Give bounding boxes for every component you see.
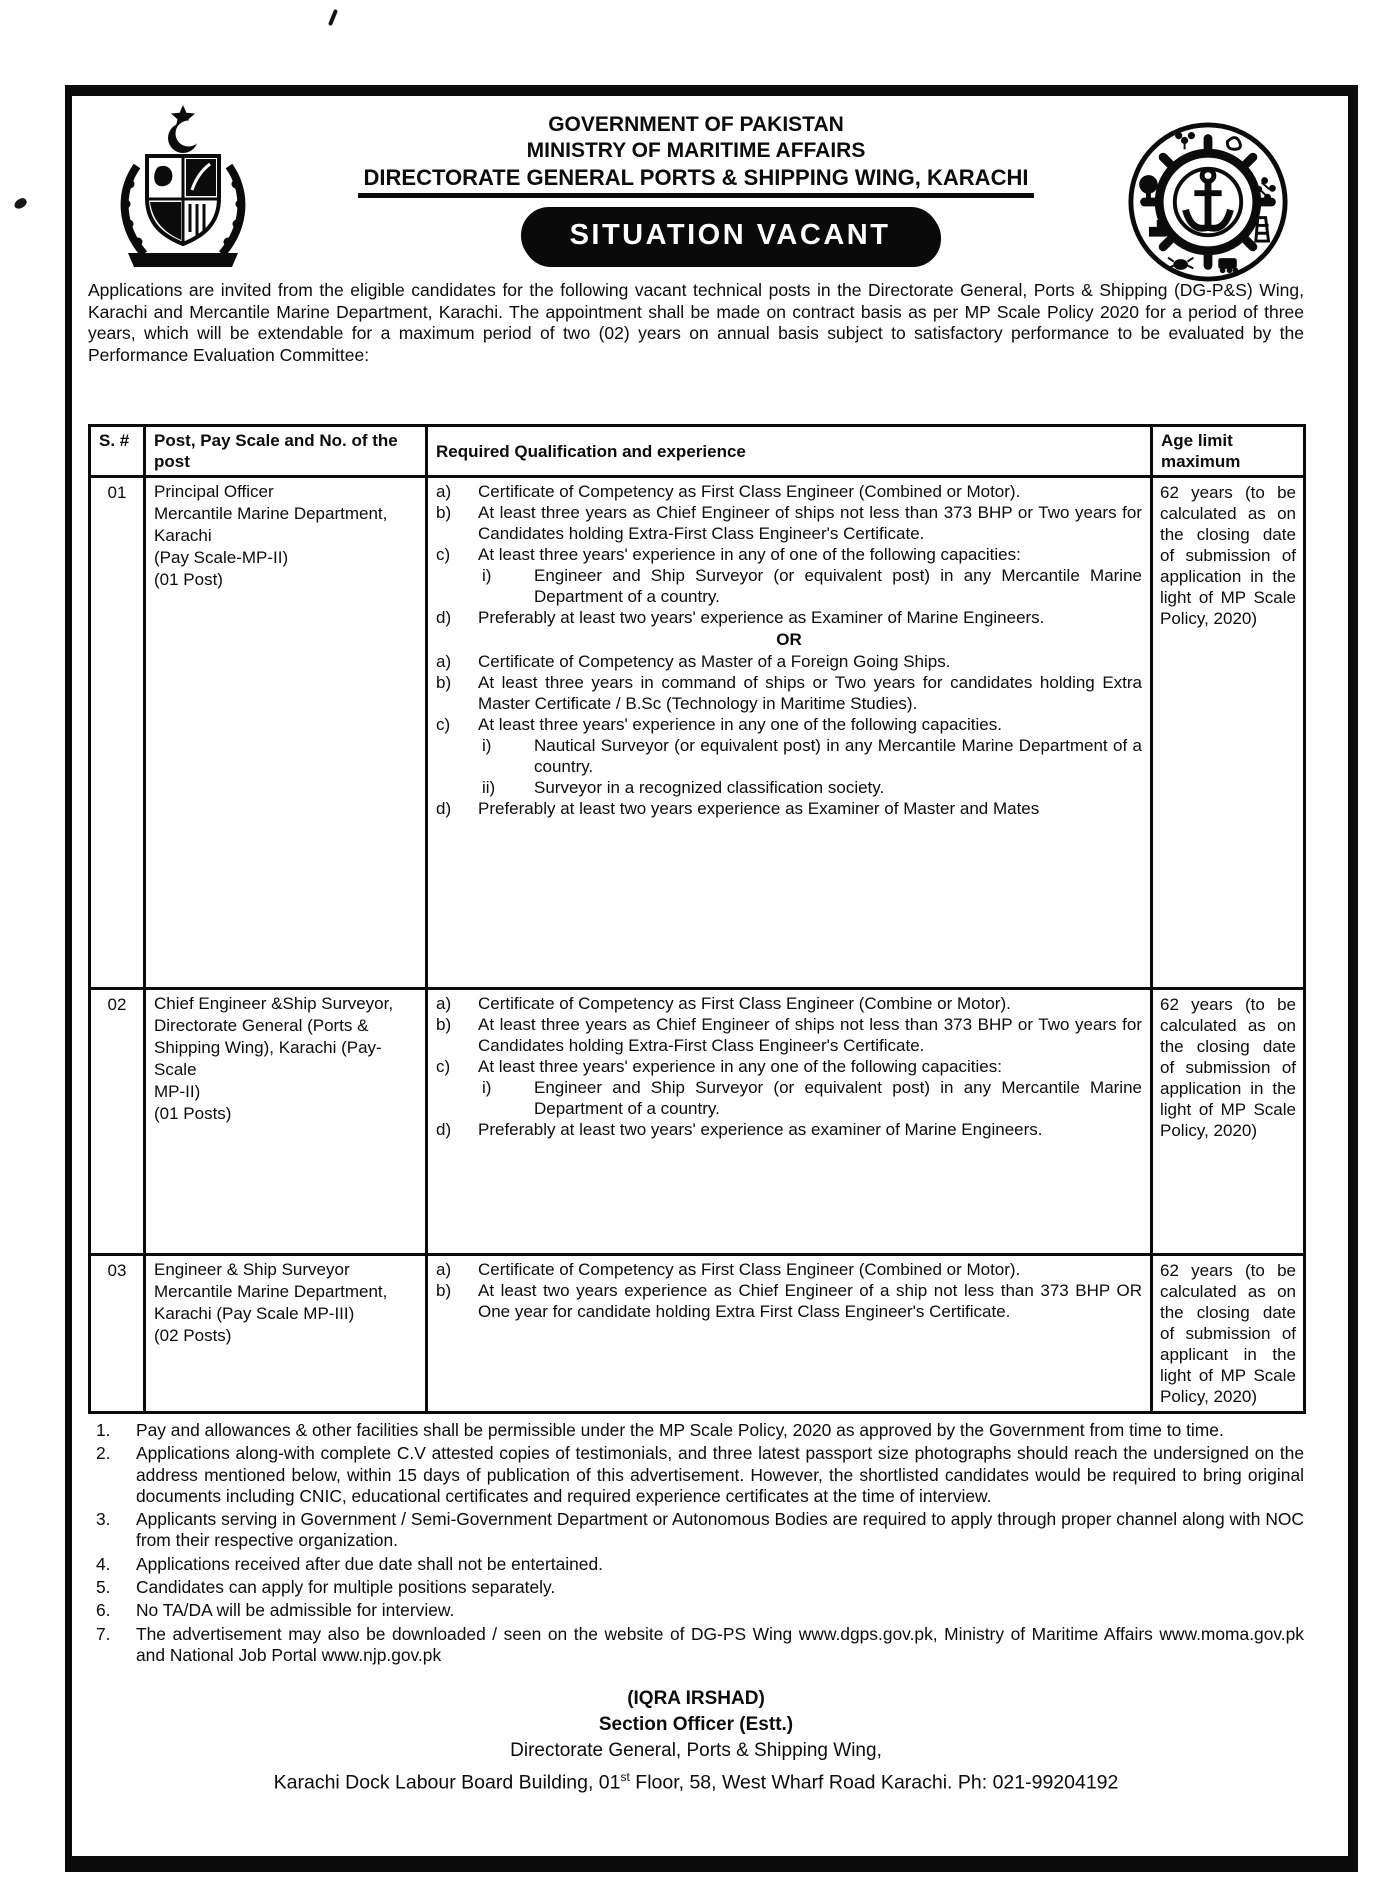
item-marker: d) (436, 1120, 452, 1139)
qualification-item (436, 1280, 1142, 1322)
item-text: Surveyor in a recognized classification society. (534, 778, 885, 797)
item-marker: c) (436, 715, 451, 734)
item-text: Engineer and Ship Surveyor (or equivalent post) in any Mercantile Marine Department of a country. (534, 566, 1142, 606)
vacancy-table (88, 424, 1306, 1414)
col-header-serial: S. # (90, 426, 145, 477)
cell-post (145, 1255, 427, 1413)
post-line: (01 Post) (154, 570, 223, 589)
note-number: 3. (96, 1509, 111, 1530)
item-marker: c) (436, 545, 451, 564)
qualification-item (436, 993, 1142, 1014)
post-line: Directorate General (Ports & (154, 1016, 369, 1035)
post-line: Karachi (154, 526, 212, 545)
item-text: At least three years in command of ships or Two years for candidates holding Extra Master Certificate / B.Sc (Technology in Maritime Studies). (478, 673, 1142, 713)
note-number: 1. (96, 1420, 111, 1440)
note-number: 6. (96, 1600, 111, 1621)
cell-serial: 03 (90, 1255, 145, 1413)
ports-and-shipping-seal-logo (1126, 120, 1290, 284)
item-marker: i) (482, 736, 492, 755)
qualification-item (482, 735, 1142, 777)
item-marker: i) (482, 566, 492, 585)
item-marker: a) (436, 994, 452, 1013)
post-line: MP-II) (154, 1082, 201, 1101)
item-text: At least three years as Chief Engineer of ships not less than 373 BHP or Two years for Candidates holding Extra-First Class Engineer's Certificate. (478, 503, 1142, 543)
item-text: Nautical Surveyor (or equivalent post) in any Mercantile Marine Department of a country. (534, 736, 1142, 776)
signature-block (88, 1686, 1304, 1796)
qualification-item (482, 1077, 1142, 1119)
advertisement-frame (65, 85, 1358, 1872)
post-line: (Pay Scale-MP-II) (154, 548, 289, 567)
item-text: Certificate of Competency as First Class Engineer (Combined or Motor). (478, 1260, 1021, 1279)
post-line: (02 Posts) (154, 1326, 232, 1345)
post-line: Mercantile Marine Department, (154, 1282, 388, 1301)
item-text: At least three years' experience in any of one of the following capacities: (478, 545, 1021, 564)
note-number: 2. (96, 1443, 111, 1464)
header (88, 106, 1304, 266)
cell-serial: 02 (90, 989, 145, 1255)
note-item (88, 1509, 1304, 1552)
qualification-item (482, 565, 1142, 607)
note-item (88, 1443, 1304, 1507)
address-suffix: Floor, 58, West Wharf Road Karachi. Ph: 021-99204192 (629, 1771, 1119, 1794)
vacancy-row (90, 1255, 1305, 1413)
item-text: Certificate of Competency as Master of a Foreign Going Ships. (478, 652, 951, 671)
note-number: 7. (96, 1623, 111, 1644)
qualification-item (436, 1056, 1142, 1077)
item-text: At least three years as Chief Engineer of ships not less than 373 BHP or Two years for Candidates holding Extra-First Class Engineer's Certificate. (478, 1015, 1142, 1055)
item-text: Preferably at least two years' experience as examiner of Marine Engineers. (478, 1120, 1043, 1139)
address-prefix: Karachi Dock Labour Board Building, 01 (273, 1771, 621, 1794)
intro-paragraph: Applications are invited from the eligible candidates for the following vacant technical posts in the Directorate General, Ports & Shipping (DG-P&S) Wing, Karachi and Mercantile Marine Department, Karachi. The appointment shall be made on contract basis as per MP Scale Policy 2020 for a period of three years, which will be extendable for a maximum period of two (02) years on annual basis subject to satisfactory performance to be evaluated by the Performance Evaluation Committee: (88, 280, 1304, 365)
note-item (88, 1624, 1304, 1667)
item-marker: c) (436, 1057, 451, 1076)
notes-list (88, 1420, 1304, 1666)
qualification-item (436, 672, 1142, 714)
item-marker: d) (436, 608, 452, 627)
signatory-organization: Directorate General, Ports & Shipping Wing, (510, 1740, 882, 1762)
qualification-item (436, 1014, 1142, 1056)
qualification-item (436, 651, 1142, 672)
cell-post (145, 477, 427, 989)
post-line: Shipping Wing), Karachi (Pay-Scale (154, 1038, 382, 1079)
vacancy-row (90, 989, 1305, 1255)
item-text: Preferably at least two years' experience as Examiner of Marine Engineers. (478, 608, 1045, 627)
cell-qualification (427, 1255, 1152, 1413)
post-line: Principal Officer (154, 482, 274, 501)
item-text: At least three years' experience in any one of the following capacities. (478, 715, 1002, 734)
note-item (88, 1554, 1304, 1575)
note-text: No TA/DA will be admissible for interview. (136, 1600, 455, 1621)
note-text: Applicants serving in Government / Semi-Government Department or Autonomous Bodies are required to apply through proper channel along with NOC from their respective organization. (136, 1509, 1304, 1551)
cell-age-limit: 62 years (to be calculated as on the closing date of submission of application in the light of MP Scale Policy, 2020) (1152, 477, 1305, 989)
col-header-age-limit: Age limit maximum (1152, 426, 1305, 477)
cell-serial: 01 (90, 477, 145, 989)
note-number: 5. (96, 1577, 111, 1598)
item-marker: b) (436, 1015, 452, 1034)
post-line: Chief Engineer &Ship Surveyor, (154, 994, 394, 1013)
item-text: Certificate of Competency as First Class Engineer (Combined or Motor). (478, 482, 1021, 501)
situation-vacant-badge: SITUATION VACANT (521, 207, 939, 264)
qualification-item (436, 1119, 1142, 1140)
pakistan-state-emblem-logo (114, 104, 252, 272)
item-marker: ii) (482, 778, 496, 797)
cell-age-limit: 62 years (to be calculated as on the closing date of submission of application in the light of MP Scale Policy, 2020) (1152, 989, 1305, 1255)
cell-qualification (427, 989, 1152, 1255)
item-marker: a) (436, 652, 452, 671)
item-marker: b) (436, 1281, 452, 1300)
header-row (90, 426, 1305, 477)
header-titles (278, 106, 1114, 264)
qualification-item (436, 798, 1142, 819)
item-marker: d) (436, 799, 452, 818)
post-line: Karachi (Pay Scale MP-III) (154, 1304, 355, 1323)
post-line: Mercantile Marine Department, (154, 504, 388, 523)
item-marker: a) (436, 1260, 452, 1279)
qualification-item (436, 481, 1142, 502)
signatory-name: (IQRA IRSHAD) (627, 1688, 765, 1710)
qualification-item (436, 714, 1142, 735)
stray-scan-mark-top (328, 9, 338, 26)
item-text: Certificate of Competency as First Class Engineer (Combine or Motor). (478, 994, 1011, 1013)
note-text: Applications along-with complete C.V attested copies of testimonials, and three latest passport size photographs should reach the undersigned on the address mentioned below, within 15 days of publication of this advertisement. However, the shortlisted candidates would be required to bring original documents including CNIC, educational certificates and required experience certificates at the time of interview. (136, 1443, 1304, 1506)
qualification-item (436, 502, 1142, 544)
item-marker: b) (436, 673, 452, 692)
note-text: The advertisement may also be downloaded / seen on the website of DG-PS Wing www.dgps.gov.pk, Ministry of Maritime Affairs www.moma.gov.pk and National Job Portal www.njp.gov.pk (136, 1623, 1304, 1665)
cell-age-limit: 62 years (to be calculated as on the closing date of submission of applicant in the light of MP Scale Policy, 2020) (1152, 1255, 1305, 1413)
item-text: At least two years experience as Chief Engineer of a ship not less than 373 BHP OR One year for candidate holding Extra First Class Engineer's Certificate. (478, 1281, 1142, 1321)
cell-post (145, 989, 427, 1255)
note-text: Pay and allowances & other facilities shall be permissible under the MP Scale Policy, 2020 as approved by the Government from time to time. (136, 1420, 1224, 1440)
qualification-item (436, 544, 1142, 565)
item-marker: a) (436, 482, 452, 501)
note-item (88, 1420, 1304, 1441)
note-text: Applications received after due date shall not be entertained. (136, 1553, 603, 1574)
post-line: (01 Posts) (154, 1104, 232, 1123)
vacancy-row (90, 477, 1305, 989)
item-text: Preferably at least two years experience as Examiner of Master and Mates (478, 799, 1040, 818)
title-directorate: DIRECTORATE GENERAL PORTS & SHIPPING WING, KARACHI (358, 164, 1035, 198)
vacancy-table-head (90, 426, 1305, 477)
title-ministry: MINISTRY OF MARITIME AFFAIRS (526, 139, 866, 162)
qualification-item (436, 607, 1142, 628)
stray-scan-mark-left (13, 197, 29, 211)
or-divider: OR (776, 630, 802, 649)
note-number: 4. (96, 1553, 111, 1574)
item-marker: i) (482, 1078, 492, 1097)
qualification-item (482, 777, 1142, 798)
cell-qualification (427, 477, 1152, 989)
signatory-address (88, 1764, 1304, 1796)
signatory-title: Section Officer (Estt.) (598, 1714, 794, 1736)
post-line: Engineer & Ship Surveyor (154, 1260, 350, 1279)
col-header-post: Post, Pay Scale and No. of the post (145, 426, 427, 477)
note-item (88, 1577, 1304, 1598)
address-ordinal-suffix: st (620, 1770, 630, 1785)
item-text: At least three years' experience in any one of the following capacities: (478, 1057, 1002, 1076)
item-text: Engineer and Ship Surveyor (or equivalent post) in any Mercantile Marine Department of a country. (534, 1078, 1142, 1118)
note-item (88, 1600, 1304, 1621)
qualification-item (436, 1259, 1142, 1280)
title-government: GOVERNMENT OF PAKISTAN (548, 113, 844, 136)
vacancy-table-body (90, 477, 1305, 1413)
item-marker: b) (436, 503, 452, 522)
col-header-qualification: Required Qualification and experience (427, 426, 1152, 477)
note-text: Candidates can apply for multiple positions separately. (136, 1577, 556, 1598)
